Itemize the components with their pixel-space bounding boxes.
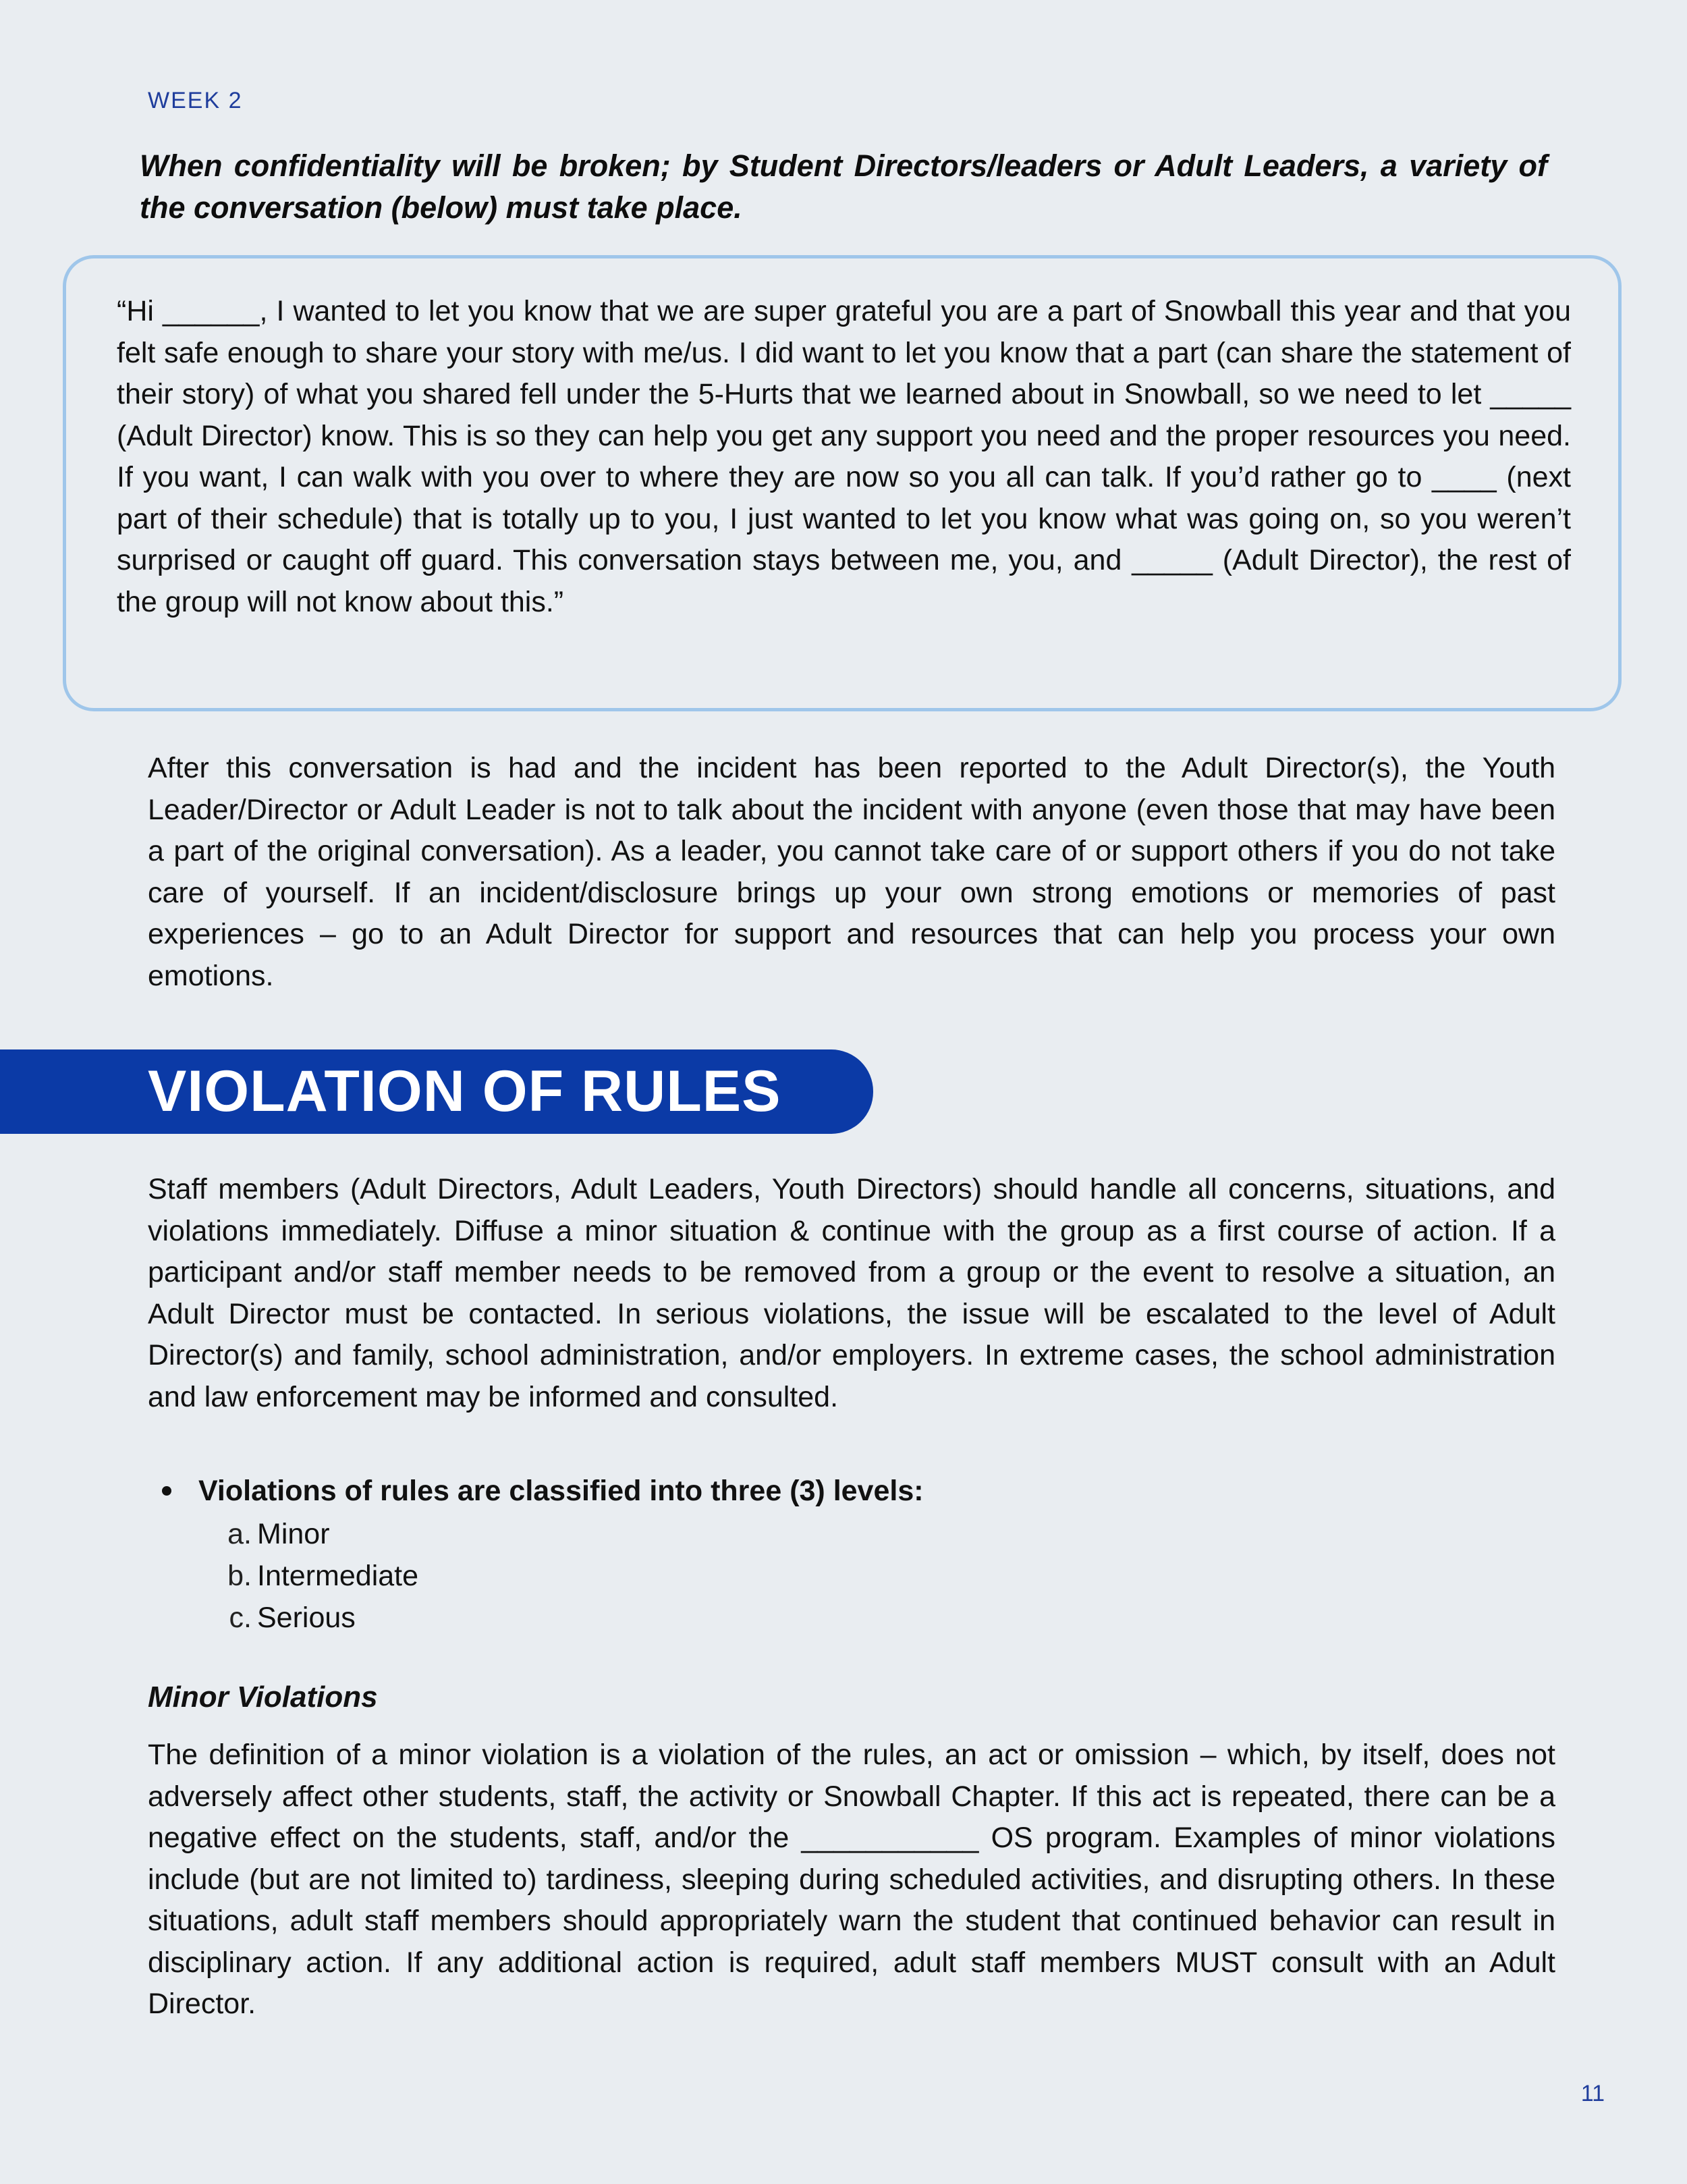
- week-label: WEEK 2: [148, 88, 243, 113]
- staff-paragraph: Staff members (Adult Directors, Adult Leaders, Youth Directors) should handle all concerns, situations, and violations immediately. Diffuse a minor situation & continue with the group as a first course of action. If a participant and/or staff member needs to be removed from a group or the event to resolve a situation, an Adult Director must be contacted. In serious violations, the issue will be escalated to the level of Adult Director(s) and family, school administration, and/or employers. In extreme cases, the school administration and law enforcement may be informed and consulted.: [148, 1173, 1555, 1413]
- list-marker: a.: [227, 1518, 252, 1550]
- script-box: [63, 255, 1622, 711]
- levels-bullet: [162, 1470, 924, 1512]
- list-item-label: Intermediate: [257, 1560, 419, 1592]
- minor-violations-paragraph: The definition of a minor violation is a violation of the rules, an act or omission – which, by itself, does not adversely affect other students, staff, the activity or Snowball Chapter. If this act is repeated, there can be a negative effect on the students, staff, and/or the ___________ OS program. Examples of minor violations include (but are not limited to) tardiness, sleeping during scheduled activities, and disrupting others. In these situations, adult staff members should appropriately warn the student that continued behavior can result in disciplinary action. If any additional action is required, adult staff members MUST consult with an Adult Director.: [148, 1739, 1555, 2020]
- list-item-label: Serious: [257, 1602, 356, 1634]
- list-item-label: Minor: [257, 1518, 330, 1550]
- levels-bullet-text: Violations of rules are classified into three (3) levels:: [198, 1474, 924, 1507]
- minor-violations-heading: Minor Violations: [148, 1681, 378, 1714]
- list-marker: b.: [227, 1560, 252, 1592]
- levels-list: [221, 1513, 418, 1639]
- list-marker: c.: [229, 1602, 252, 1634]
- script-text: “Hi ______, I wanted to let you know that we are super grateful you are a part of Snowball this year and that you felt safe enough to share your story with me/us. I did want to let you know that a part (can share the statement of their story) of what you shared fell under the 5-Hurts that we learned about in Snowball, so we need to let _____ (Adult Director) know. This is so they can help you get any support you need and the proper resources you need. If you want, I can walk with you over to where they are now so you all can talk. If you’d rather go to ____ (next part of their schedule) that is totally up to you, I just wanted to let you know what was going on, so you weren’t surprised or caught off guard. This conversation stays between me, you, and _____ (Adult Director), the rest of the group will not know about this.”: [117, 295, 1571, 618]
- lead-statement: When confidentiality will be broken; by Student Directors/leaders or Adult Leaders, a variety of the conversation (below) must take place.: [140, 148, 1547, 225]
- section-banner: [0, 1049, 873, 1134]
- section-title: VIOLATION OF RULES: [148, 1059, 781, 1124]
- page-number: 11: [1580, 2081, 1605, 2106]
- bullet-dot-icon: [162, 1486, 171, 1496]
- list-item: [221, 1597, 418, 1639]
- list-item: [221, 1513, 418, 1555]
- after-conversation-paragraph: After this conversation is had and the incident has been reported to the Adult Director(s), the Youth Leader/Director or Adult Leader is not to talk about the incident with anyone (even those that may have been a part of the original conversation). As a leader, you cannot take care of or support others if you do not take care of yourself. If an incident/disclosure brings up your own strong emotions or memories of past experiences – go to an Adult Director for support and resources that can help you process your own emotions.: [148, 752, 1555, 992]
- list-item: [221, 1555, 418, 1597]
